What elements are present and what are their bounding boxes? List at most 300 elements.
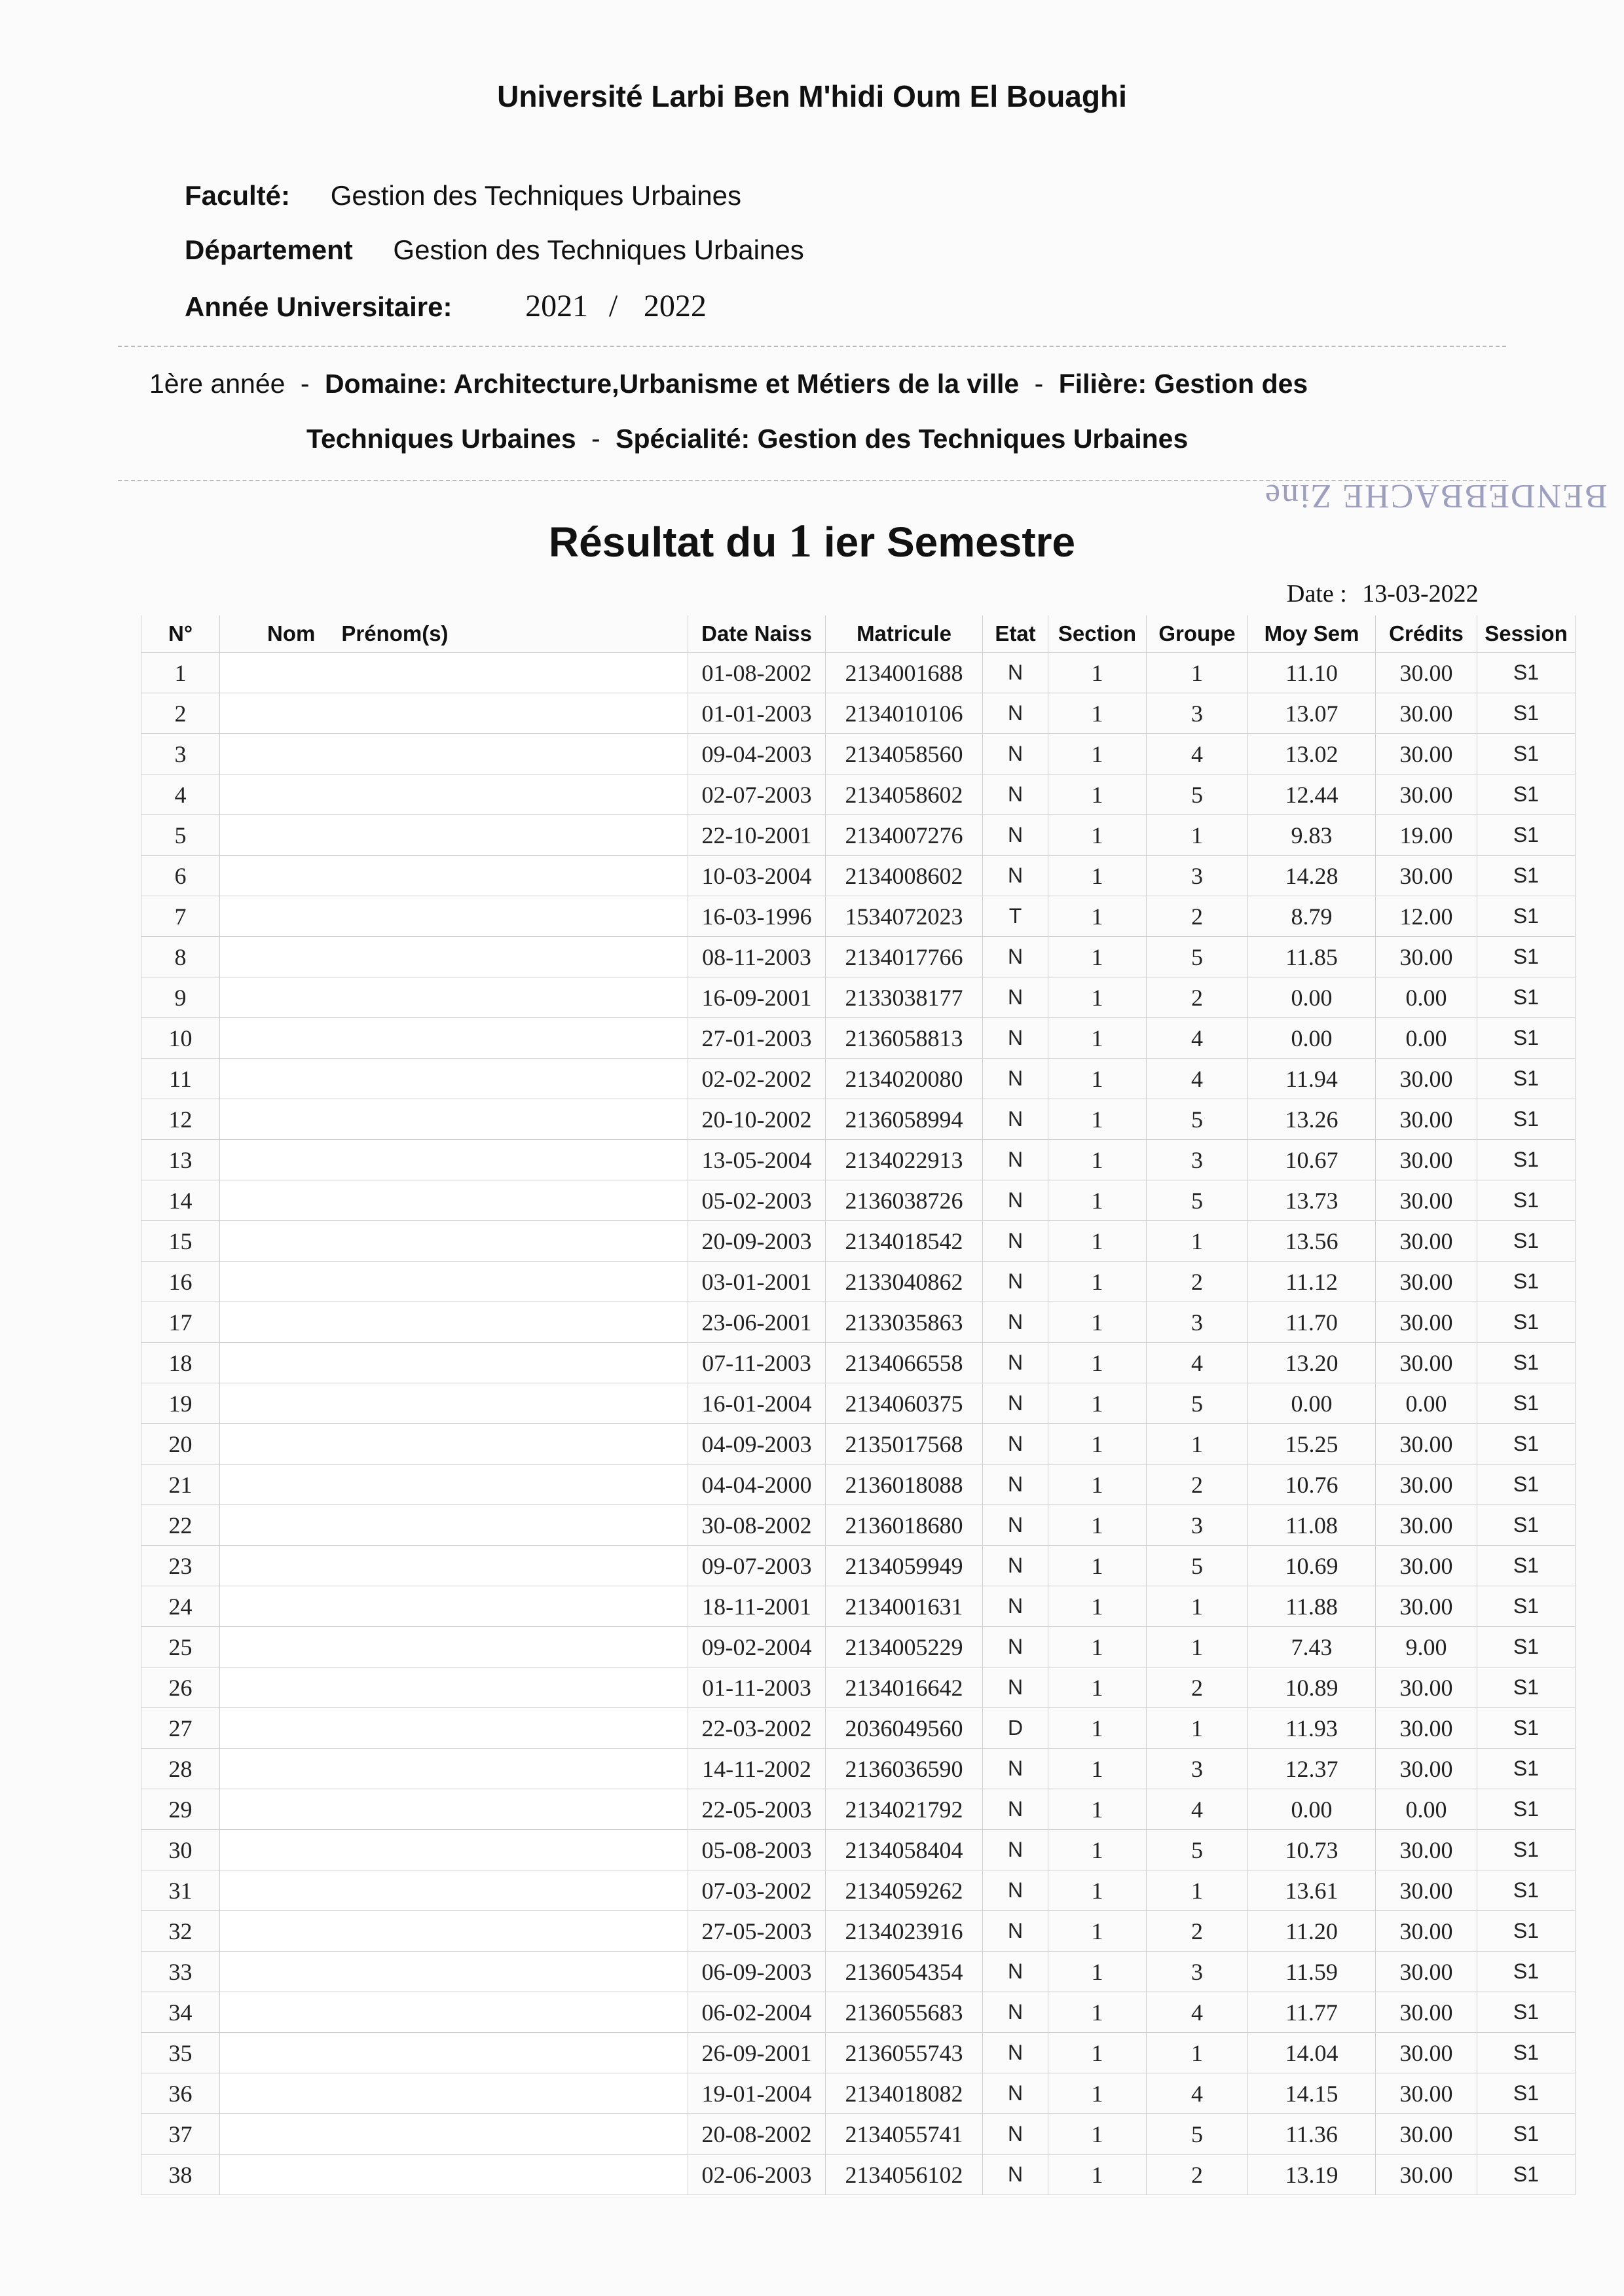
row-groupe: 4 [1147, 2073, 1248, 2114]
divider-top [118, 346, 1506, 347]
row-session: S1 [1477, 1343, 1576, 1383]
row-etat: N [983, 1424, 1048, 1465]
row-matricule: 2134059949 [826, 1546, 983, 1586]
row-date-naiss: 06-09-2003 [688, 1952, 826, 1992]
row-etat: N [983, 1302, 1048, 1343]
row-session: S1 [1477, 1870, 1576, 1911]
col-header-date-naiss: Date Naiss [688, 615, 826, 653]
row-matricule: 2136055683 [826, 1992, 983, 2033]
row-groupe: 5 [1147, 1180, 1248, 1221]
row-section: 1 [1048, 1627, 1147, 1667]
row-etat: N [983, 1465, 1048, 1505]
row-name-blank [220, 896, 688, 937]
row-number: 30 [141, 1830, 220, 1870]
row-matricule: 2136055743 [826, 2033, 983, 2073]
row-credits: 30.00 [1376, 1343, 1477, 1383]
row-session: S1 [1477, 1789, 1576, 1830]
row-session: S1 [1477, 1221, 1576, 1262]
row-date-naiss: 16-01-2004 [688, 1383, 826, 1424]
row-number: 35 [141, 2033, 220, 2073]
table-row [141, 1424, 1576, 1465]
row-moy-sem: 12.37 [1248, 1749, 1376, 1789]
row-moy-sem: 14.28 [1248, 856, 1376, 896]
row-number: 11 [141, 1059, 220, 1099]
row-matricule: 2134010106 [826, 693, 983, 734]
row-section: 1 [1048, 1870, 1147, 1911]
row-credits: 30.00 [1376, 1099, 1477, 1140]
row-number: 10 [141, 1018, 220, 1059]
row-number: 32 [141, 1911, 220, 1952]
row-matricule: 2133040862 [826, 1262, 983, 1302]
row-groupe: 5 [1147, 1546, 1248, 1586]
row-etat: N [983, 734, 1048, 774]
row-section: 1 [1048, 2155, 1147, 2195]
row-etat: N [983, 815, 1048, 856]
row-matricule: 2036049560 [826, 1708, 983, 1749]
filiere-value-cont: Techniques Urbaines [306, 424, 576, 454]
title-suffix: ier Semestre [823, 519, 1076, 566]
row-number: 20 [141, 1424, 220, 1465]
row-moy-sem: 11.59 [1248, 1952, 1376, 1992]
row-number: 22 [141, 1505, 220, 1546]
row-groupe: 2 [1147, 1911, 1248, 1952]
table-row [141, 1099, 1576, 1140]
row-date-naiss: 03-01-2001 [688, 1262, 826, 1302]
row-number: 23 [141, 1546, 220, 1586]
row-groupe: 5 [1147, 937, 1248, 977]
row-name-blank [220, 937, 688, 977]
row-credits: 30.00 [1376, 2073, 1477, 2114]
row-moy-sem: 14.15 [1248, 2073, 1376, 2114]
row-credits: 30.00 [1376, 1424, 1477, 1465]
department-label: Département [185, 234, 353, 265]
col-header-no: N° [141, 615, 220, 653]
date-label: Date : [1287, 580, 1347, 608]
row-groupe: 2 [1147, 977, 1248, 1018]
row-etat: N [983, 1830, 1048, 1870]
row-number: 37 [141, 2114, 220, 2155]
row-groupe: 5 [1147, 1383, 1248, 1424]
row-number: 18 [141, 1343, 220, 1383]
row-session: S1 [1477, 1992, 1576, 2033]
row-number: 33 [141, 1952, 220, 1992]
row-section: 1 [1048, 1749, 1147, 1789]
row-etat: T [983, 896, 1048, 937]
row-session: S1 [1477, 1749, 1576, 1789]
row-moy-sem: 0.00 [1248, 1383, 1376, 1424]
row-matricule: 2134022913 [826, 1140, 983, 1180]
year-separator: / [608, 289, 618, 323]
row-credits: 30.00 [1376, 1505, 1477, 1546]
row-groupe: 3 [1147, 856, 1248, 896]
row-groupe: 4 [1147, 1992, 1248, 2033]
row-number: 31 [141, 1870, 220, 1911]
row-credits: 30.00 [1376, 1465, 1477, 1505]
row-number: 38 [141, 2155, 220, 2195]
row-number: 15 [141, 1221, 220, 1262]
title-prefix: Résultat du [548, 519, 777, 566]
row-credits: 30.00 [1376, 2114, 1477, 2155]
row-section: 1 [1048, 1667, 1147, 1708]
table-row [141, 1708, 1576, 1749]
row-section: 1 [1048, 1262, 1147, 1302]
row-section: 1 [1048, 1140, 1147, 1180]
row-date-naiss: 01-11-2003 [688, 1667, 826, 1708]
row-moy-sem: 10.89 [1248, 1667, 1376, 1708]
row-etat: D [983, 1708, 1048, 1749]
page-title [0, 514, 1624, 568]
domain-label: Domaine: [324, 369, 447, 399]
row-session: S1 [1477, 1586, 1576, 1627]
row-number: 26 [141, 1667, 220, 1708]
row-groupe: 2 [1147, 1667, 1248, 1708]
row-etat: N [983, 1789, 1048, 1830]
row-groupe: 5 [1147, 2114, 1248, 2155]
row-credits: 30.00 [1376, 2155, 1477, 2195]
row-groupe: 1 [1147, 1870, 1248, 1911]
row-number: 17 [141, 1302, 220, 1343]
row-section: 1 [1048, 1180, 1147, 1221]
row-date-naiss: 07-11-2003 [688, 1343, 826, 1383]
academic-year-row [185, 288, 707, 324]
table-row [141, 774, 1576, 815]
row-groupe: 5 [1147, 1830, 1248, 1870]
row-name-blank [220, 2114, 688, 2155]
row-number: 1 [141, 653, 220, 693]
row-groupe: 3 [1147, 1749, 1248, 1789]
row-name-blank [220, 734, 688, 774]
row-moy-sem: 11.08 [1248, 1505, 1376, 1546]
row-session: S1 [1477, 1911, 1576, 1952]
row-section: 1 [1048, 937, 1147, 977]
row-session: S1 [1477, 1302, 1576, 1343]
row-section: 1 [1048, 1586, 1147, 1627]
row-name-blank [220, 1667, 688, 1708]
row-credits: 30.00 [1376, 1952, 1477, 1992]
row-groupe: 1 [1147, 815, 1248, 856]
table-row [141, 1505, 1576, 1546]
row-name-blank [220, 856, 688, 896]
row-date-naiss: 04-04-2000 [688, 1465, 826, 1505]
row-name-blank [220, 1870, 688, 1911]
row-number: 27 [141, 1708, 220, 1749]
col-header-prenom: Prénom(s) [341, 621, 449, 646]
separator: - [591, 424, 600, 454]
row-matricule: 2134018082 [826, 2073, 983, 2114]
row-matricule: 2134007276 [826, 815, 983, 856]
row-credits: 30.00 [1376, 1221, 1477, 1262]
row-etat: N [983, 1221, 1048, 1262]
col-header-section: Section [1048, 615, 1147, 653]
title-number: 1 [788, 515, 813, 567]
row-name-blank [220, 2033, 688, 2073]
row-etat: N [983, 1099, 1048, 1140]
row-groupe: 3 [1147, 1140, 1248, 1180]
row-number: 7 [141, 896, 220, 937]
row-matricule: 2134005229 [826, 1627, 983, 1667]
row-matricule: 1534072023 [826, 896, 983, 937]
row-etat: N [983, 1870, 1048, 1911]
row-credits: 9.00 [1376, 1627, 1477, 1667]
faculty-row [185, 180, 741, 211]
row-matricule: 2134017766 [826, 937, 983, 977]
row-matricule: 2136018680 [826, 1505, 983, 1546]
row-matricule: 2136058813 [826, 1018, 983, 1059]
row-date-naiss: 07-03-2002 [688, 1870, 826, 1911]
row-credits: 30.00 [1376, 1140, 1477, 1180]
row-matricule: 2136036590 [826, 1749, 983, 1789]
row-etat: N [983, 2155, 1048, 2195]
table-row [141, 856, 1576, 896]
row-session: S1 [1477, 1627, 1576, 1667]
row-etat: N [983, 1059, 1048, 1099]
domain-value: Architecture,Urbanisme et Métiers de la ville [453, 369, 1020, 399]
col-header-moy-sem: Moy Sem [1248, 615, 1376, 653]
row-groupe: 4 [1147, 1018, 1248, 1059]
row-credits: 30.00 [1376, 1302, 1477, 1343]
row-groupe: 1 [1147, 1627, 1248, 1667]
row-session: S1 [1477, 2033, 1576, 2073]
row-section: 1 [1048, 1343, 1147, 1383]
row-etat: N [983, 1180, 1048, 1221]
row-section: 1 [1048, 1952, 1147, 1992]
row-session: S1 [1477, 1952, 1576, 1992]
row-section: 1 [1048, 2114, 1147, 2155]
row-groupe: 1 [1147, 1586, 1248, 1627]
row-date-naiss: 09-07-2003 [688, 1546, 826, 1586]
table-row [141, 1952, 1576, 1992]
row-matricule: 2134058602 [826, 774, 983, 815]
row-section: 1 [1048, 1018, 1147, 1059]
row-session: S1 [1477, 1505, 1576, 1546]
speciality-value: Gestion des Techniques Urbaines [757, 424, 1189, 454]
row-date-naiss: 06-02-2004 [688, 1992, 826, 2033]
row-number: 28 [141, 1749, 220, 1789]
row-name-blank [220, 693, 688, 734]
row-session: S1 [1477, 1708, 1576, 1749]
row-section: 1 [1048, 1221, 1147, 1262]
row-matricule: 2133035863 [826, 1302, 983, 1343]
row-credits: 30.00 [1376, 1708, 1477, 1749]
row-etat: N [983, 1140, 1048, 1180]
row-section: 1 [1048, 1708, 1147, 1749]
row-moy-sem: 11.36 [1248, 2114, 1376, 2155]
row-groupe: 1 [1147, 1424, 1248, 1465]
row-date-naiss: 27-01-2003 [688, 1018, 826, 1059]
row-date-naiss: 01-01-2003 [688, 693, 826, 734]
year-start: 2021 [525, 289, 589, 323]
row-section: 1 [1048, 1383, 1147, 1424]
row-number: 3 [141, 734, 220, 774]
row-moy-sem: 13.07 [1248, 693, 1376, 734]
row-name-blank [220, 1302, 688, 1343]
col-header-name [220, 615, 688, 653]
row-credits: 30.00 [1376, 1830, 1477, 1870]
row-name-blank [220, 1830, 688, 1870]
row-etat: N [983, 774, 1048, 815]
row-groupe: 1 [1147, 1221, 1248, 1262]
program-line-1 [149, 369, 1308, 399]
row-number: 34 [141, 1992, 220, 2033]
row-section: 1 [1048, 774, 1147, 815]
row-matricule: 2134058560 [826, 734, 983, 774]
row-session: S1 [1477, 693, 1576, 734]
row-section: 1 [1048, 815, 1147, 856]
row-matricule: 2136054354 [826, 1952, 983, 1992]
row-section: 1 [1048, 1505, 1147, 1546]
row-moy-sem: 13.26 [1248, 1099, 1376, 1140]
row-moy-sem: 7.43 [1248, 1627, 1376, 1667]
row-name-blank [220, 1586, 688, 1627]
row-session: S1 [1477, 1667, 1576, 1708]
row-matricule: 2134066558 [826, 1343, 983, 1383]
row-moy-sem: 11.70 [1248, 1302, 1376, 1343]
row-etat: N [983, 977, 1048, 1018]
row-session: S1 [1477, 1180, 1576, 1221]
row-date-naiss: 22-03-2002 [688, 1708, 826, 1749]
row-number: 25 [141, 1627, 220, 1667]
department-value: Gestion des Techniques Urbaines [393, 234, 804, 265]
table-row [141, 1221, 1576, 1262]
row-number: 36 [141, 2073, 220, 2114]
col-header-matricule: Matricule [826, 615, 983, 653]
row-session: S1 [1477, 937, 1576, 977]
row-name-blank [220, 774, 688, 815]
row-name-blank [220, 2073, 688, 2114]
row-matricule: 2135017568 [826, 1424, 983, 1465]
row-name-blank [220, 1708, 688, 1749]
row-date-naiss: 02-02-2002 [688, 1059, 826, 1099]
row-date-naiss: 09-04-2003 [688, 734, 826, 774]
row-matricule: 2134060375 [826, 1383, 983, 1424]
row-session: S1 [1477, 1830, 1576, 1870]
row-etat: N [983, 1383, 1048, 1424]
row-section: 1 [1048, 1830, 1147, 1870]
table-row [141, 2155, 1576, 2195]
row-date-naiss: 05-08-2003 [688, 1830, 826, 1870]
table-row [141, 1059, 1576, 1099]
col-header-credits: Crédits [1376, 615, 1477, 653]
row-section: 1 [1048, 2073, 1147, 2114]
row-etat: N [983, 1749, 1048, 1789]
row-credits: 30.00 [1376, 1911, 1477, 1952]
row-section: 1 [1048, 1992, 1147, 2033]
row-etat: N [983, 653, 1048, 693]
row-section: 1 [1048, 653, 1147, 693]
row-moy-sem: 10.67 [1248, 1140, 1376, 1180]
row-session: S1 [1477, 856, 1576, 896]
row-etat: N [983, 1262, 1048, 1302]
row-session: S1 [1477, 1059, 1576, 1099]
row-name-blank [220, 1749, 688, 1789]
row-name-blank [220, 1180, 688, 1221]
row-moy-sem: 11.93 [1248, 1708, 1376, 1749]
row-moy-sem: 11.12 [1248, 1262, 1376, 1302]
row-name-blank [220, 1140, 688, 1180]
row-matricule: 2134018542 [826, 1221, 983, 1262]
row-moy-sem: 8.79 [1248, 896, 1376, 937]
row-date-naiss: 04-09-2003 [688, 1424, 826, 1465]
row-date-naiss: 09-02-2004 [688, 1627, 826, 1667]
row-number: 19 [141, 1383, 220, 1424]
row-date-naiss: 16-03-1996 [688, 896, 826, 937]
row-moy-sem: 11.94 [1248, 1059, 1376, 1099]
row-groupe: 4 [1147, 1789, 1248, 1830]
filiere-value: Gestion des [1154, 369, 1308, 399]
row-moy-sem: 11.10 [1248, 653, 1376, 693]
row-name-blank [220, 1221, 688, 1262]
row-session: S1 [1477, 653, 1576, 693]
table-row [141, 1140, 1576, 1180]
row-session: S1 [1477, 2155, 1576, 2195]
row-credits: 30.00 [1376, 1180, 1477, 1221]
row-section: 1 [1048, 1099, 1147, 1140]
row-etat: N [983, 1952, 1048, 1992]
row-number: 8 [141, 937, 220, 977]
row-credits: 30.00 [1376, 1546, 1477, 1586]
row-date-naiss: 20-08-2002 [688, 2114, 826, 2155]
col-header-groupe: Groupe [1147, 615, 1248, 653]
row-matricule: 2133038177 [826, 977, 983, 1018]
row-name-blank [220, 1059, 688, 1099]
row-matricule: 2134056102 [826, 2155, 983, 2195]
university-name: Université Larbi Ben M'hidi Oum El Bouaghi [497, 79, 1127, 113]
row-moy-sem: 11.77 [1248, 1992, 1376, 2033]
row-matricule: 2134016642 [826, 1667, 983, 1708]
row-number: 6 [141, 856, 220, 896]
speciality-label: Spécialité: [616, 424, 750, 454]
results-table [141, 615, 1576, 2195]
row-credits: 30.00 [1376, 1870, 1477, 1911]
department-row [185, 234, 804, 266]
row-credits: 30.00 [1376, 1667, 1477, 1708]
row-etat: N [983, 693, 1048, 734]
row-name-blank [220, 1952, 688, 1992]
row-etat: N [983, 2114, 1048, 2155]
row-section: 1 [1048, 896, 1147, 937]
table-row [141, 1180, 1576, 1221]
row-name-blank [220, 1992, 688, 2033]
row-matricule: 2134055741 [826, 2114, 983, 2155]
row-name-blank [220, 1424, 688, 1465]
table-row [141, 1911, 1576, 1952]
row-credits: 30.00 [1376, 1749, 1477, 1789]
row-session: S1 [1477, 774, 1576, 815]
table-row [141, 1383, 1576, 1424]
row-section: 1 [1048, 1302, 1147, 1343]
row-matricule: 2134059262 [826, 1870, 983, 1911]
row-moy-sem: 13.73 [1248, 1180, 1376, 1221]
row-session: S1 [1477, 896, 1576, 937]
row-credits: 0.00 [1376, 1018, 1477, 1059]
row-credits: 30.00 [1376, 1059, 1477, 1099]
row-groupe: 2 [1147, 1262, 1248, 1302]
row-matricule: 2134021792 [826, 1789, 983, 1830]
row-matricule: 2134020080 [826, 1059, 983, 1099]
row-date-naiss: 01-08-2002 [688, 653, 826, 693]
row-moy-sem: 11.20 [1248, 1911, 1376, 1952]
year-end: 2022 [643, 289, 707, 323]
row-section: 1 [1048, 693, 1147, 734]
row-groupe: 1 [1147, 2033, 1248, 2073]
date-line [1287, 579, 1479, 608]
table-row [141, 1749, 1576, 1789]
row-section: 1 [1048, 1911, 1147, 1952]
row-section: 1 [1048, 734, 1147, 774]
row-section: 1 [1048, 856, 1147, 896]
row-matricule: 2136038726 [826, 1180, 983, 1221]
row-groupe: 5 [1147, 1099, 1248, 1140]
